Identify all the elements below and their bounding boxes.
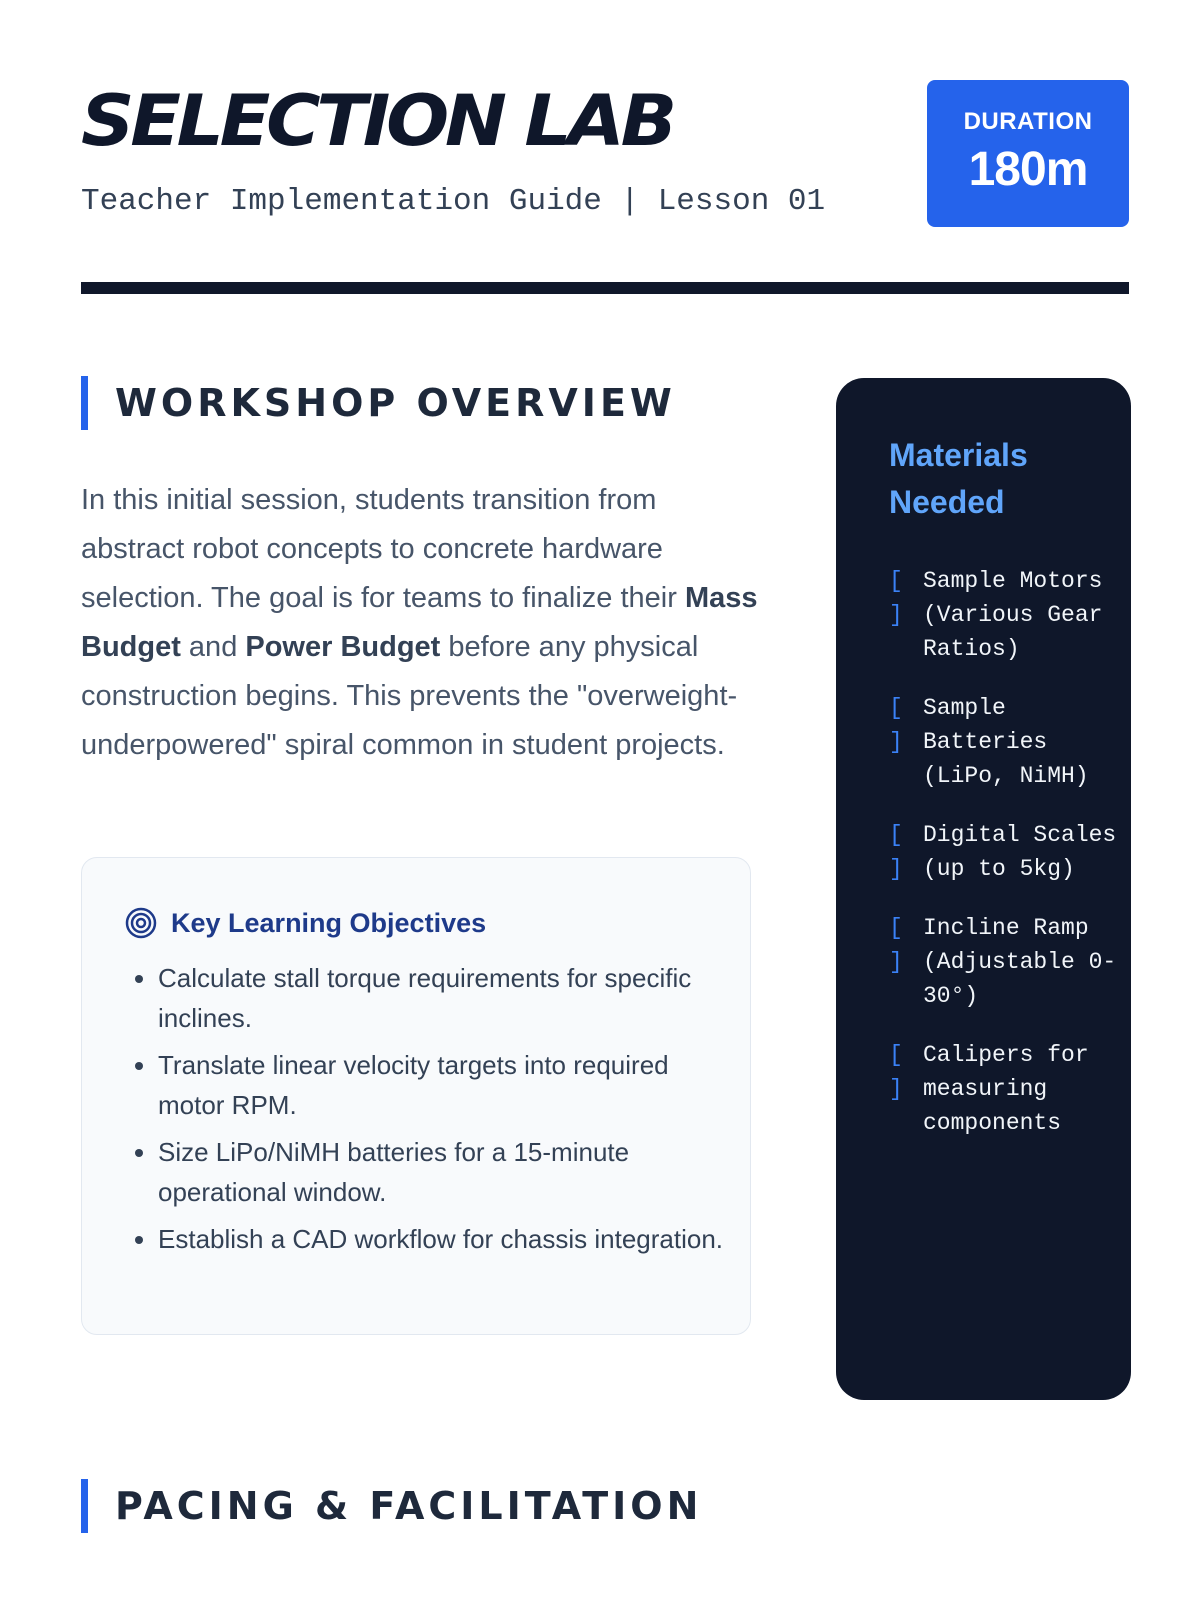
pacing-facilitation-heading: PACING & FACILITATION [81,1479,702,1533]
target-icon [125,907,157,939]
page-title: SELECTION LAB [81,80,673,162]
material-item [889,818,1119,886]
material-label: Sample Motors (Various Gear Ratios) [923,568,1103,662]
learning-objectives-card [81,857,751,1335]
page-subtitle: Teacher Implementation Guide | Lesson 01 [81,184,826,219]
materials-title: Materials Needed [889,437,1028,520]
material-item [889,691,1119,793]
objectives-title: Key Learning Objectives [171,907,487,938]
material-label: Digital Scales (up to 5kg) [923,822,1117,882]
material-label: Calipers for measuring components [923,1042,1089,1136]
material-item [889,564,1119,666]
power-budget-term: Power Budget [245,631,441,663]
material-label: Incline Ramp (Adjustable 0-30°) [923,915,1117,1009]
material-checkbox[interactable]: [ ] [889,915,903,975]
mass-budget-term: Mass Budget [81,582,758,663]
objective-item: • Size LiPo/NiMH batteries for a 15-minute operational window. [158,1132,738,1212]
material-checkbox[interactable]: [ ] [889,695,903,755]
header-divider [81,282,1129,294]
material-label: Sample Batteries (LiPo, NiMH) [923,695,1089,789]
objective-item: • Calculate stall torque requirements for specific inclines. [158,958,738,1038]
duration-label: DURATION [963,108,1093,135]
duration-value: 180m [968,143,1088,196]
material-checkbox[interactable]: [ ] [889,568,903,628]
material-checkbox[interactable]: [ ] [889,822,903,882]
page-header [81,80,1129,295]
objectives-list [126,958,738,1266]
overview-text-2: and [180,631,246,663]
material-item [889,911,1119,1013]
objective-item: • Translate linear velocity targets into required motor RPM. [158,1045,738,1125]
material-checkbox[interactable]: [ ] [889,1042,903,1102]
material-item [889,1038,1119,1140]
objectives-header [125,903,486,943]
duration-badge [927,80,1129,227]
workshop-overview-heading: WORKSHOP OVERVIEW [81,376,676,430]
materials-panel [836,378,1131,1400]
overview-paragraph [81,476,761,770]
overview-text-3: before any physical construction begins. This prevents the "overweight-underpowered" spiral common in student projects. [81,631,738,761]
objective-item: • Establish a CAD workflow for chassis integration. [158,1219,738,1259]
overview-text-1: In this initial session, students transition from abstract robot concepts to concrete hardware selection. The goal is for teams to finalize their [81,484,685,614]
materials-list [889,564,1119,1165]
